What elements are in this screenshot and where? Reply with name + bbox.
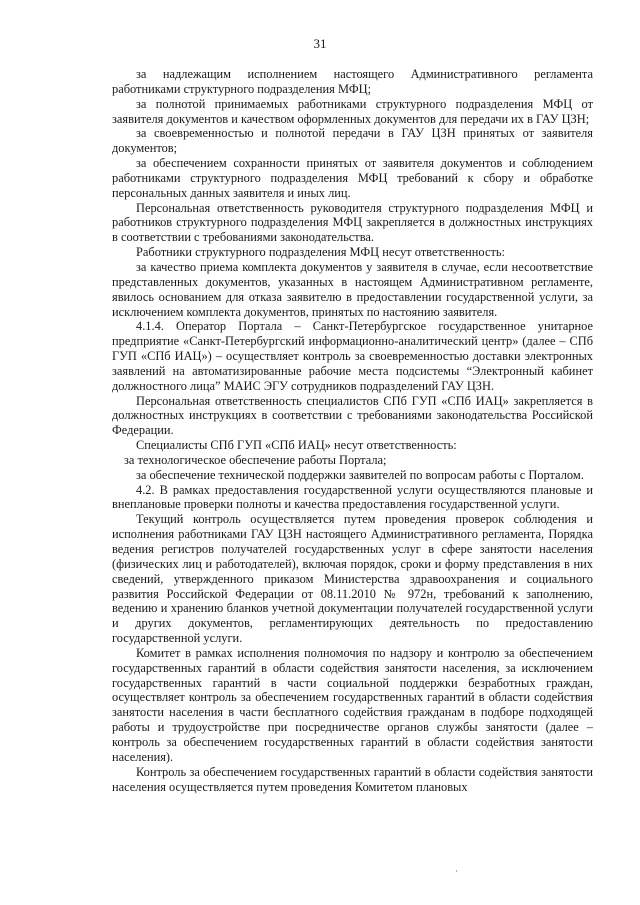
paragraph: за обеспечение технической поддержки заявителей по вопросам работы с Порталом. bbox=[136, 467, 584, 482]
document-body bbox=[112, 67, 593, 794]
paragraph: Специалисты СПб ГУП «СПб ИАЦ» несут ответственность: bbox=[136, 438, 457, 453]
paragraph: Персональная ответственность руководителя структурного подразделения МФЦ и работников структурного подразделения МФЦ закрепляется в должностных инструкциях в соответствии с требованиями законодательства. bbox=[112, 200, 593, 245]
scan-dot: · bbox=[455, 866, 458, 876]
paragraph: за обеспечением сохранности принятых от заявителя документов и соблюдением работниками структурного подразделения МФЦ требований к сбору и обработке персональных данных заявителя и иных лиц. bbox=[112, 156, 593, 200]
paragraph: 4.1.4. Оператор Портала – Санкт-Петербургское государственное унитарное предприятие «Санкт-Петербургский информационно-аналитический центр» (далее – СПб ГУП «СПб ИАЦ») – осуществляет контроль за своевременностью доставки электронных заявлений на автоматизированные рабочие места подсистемы “Электронный кабинет должностного лица” МАИС ЭГУ сотрудников подразделений ГАУ ЦЗН. bbox=[112, 319, 593, 393]
paragraph: за своевременностью и полнотой передачи в ГАУ ЦЗН принятых от заявителя документов; bbox=[112, 126, 593, 156]
paragraph: Текущий контроль осуществляется путем проведения проверок соблюдения и исполнения работниками ГАУ ЦЗН настоящего Административного регламента, Порядка ведения регистров получателей государственных услуг в сфере занятости населения (физических лиц и работодателей), включая порядок, сроки и форму представления в них сведений, утвержденного приказом Министерства здравоохранения и социального развития Российской Федерации от 08.11.2010 № 972н, требований к заполнению, ведению и хранению бланков учетной документации получателей государственной услуги и других документов, регламентирующих деятельность по предоставлению государственной услуги. bbox=[112, 512, 593, 646]
paragraph: за технологическое обеспечение работы Портала; bbox=[124, 452, 387, 467]
paragraph: Работники структурного подразделения МФЦ несут ответственность: bbox=[136, 245, 505, 260]
paragraph: 4.2. В рамках предоставления государственной услуги осуществляются плановые и внеплановые проверки полноты и качества предоставления государственной услуги. bbox=[112, 482, 593, 512]
page-number: 31 bbox=[313, 36, 327, 51]
paragraph: Контроль за обеспечением государственных гарантий в области содействия занятости населения осуществляется путем проведения Комитетом плановых bbox=[112, 764, 593, 794]
paragraph: за качество приема комплекта документов у заявителя в случае, если несоответствие представленных документов, указанных в настоящем Административном регламенте, явилось основанием для отказа заявителю в предоставлении государственной услуги, за исключением комплекта документов, принятых по настоянию заявителя. bbox=[112, 259, 593, 319]
paragraph: за полнотой принимаемых работниками структурного подразделения МФЦ от заявителя документов и качеством оформленных документов для передачи их в ГАУ ЦЗН; bbox=[112, 96, 593, 126]
paragraph: Персональная ответственность специалистов СПб ГУП «СПб ИАЦ» закрепляется в должностных инструкциях в соответствии с требованиями законодательства Российской Федерации. bbox=[112, 393, 593, 438]
paragraph: Комитет в рамках исполнения полномочия по надзору и контролю за обеспечением государственных гарантий в области содействия занятости населения, за исключением государственных гарантий в части социальной поддержки безработных граждан, осуществляет контроль за обеспечением государственных гарантий в области содействия занятости населения в части бесплатного содействия гражданам в подборе подходящей работы и трудоустройстве при посредничестве органов службы занятости (далее – контроль за обеспечением государственных гарантий в области содействия занятости населения). bbox=[112, 645, 593, 764]
paragraph: за надлежащим исполнением настоящего Административного регламента работниками структурного подразделения МФЦ; bbox=[112, 67, 593, 96]
